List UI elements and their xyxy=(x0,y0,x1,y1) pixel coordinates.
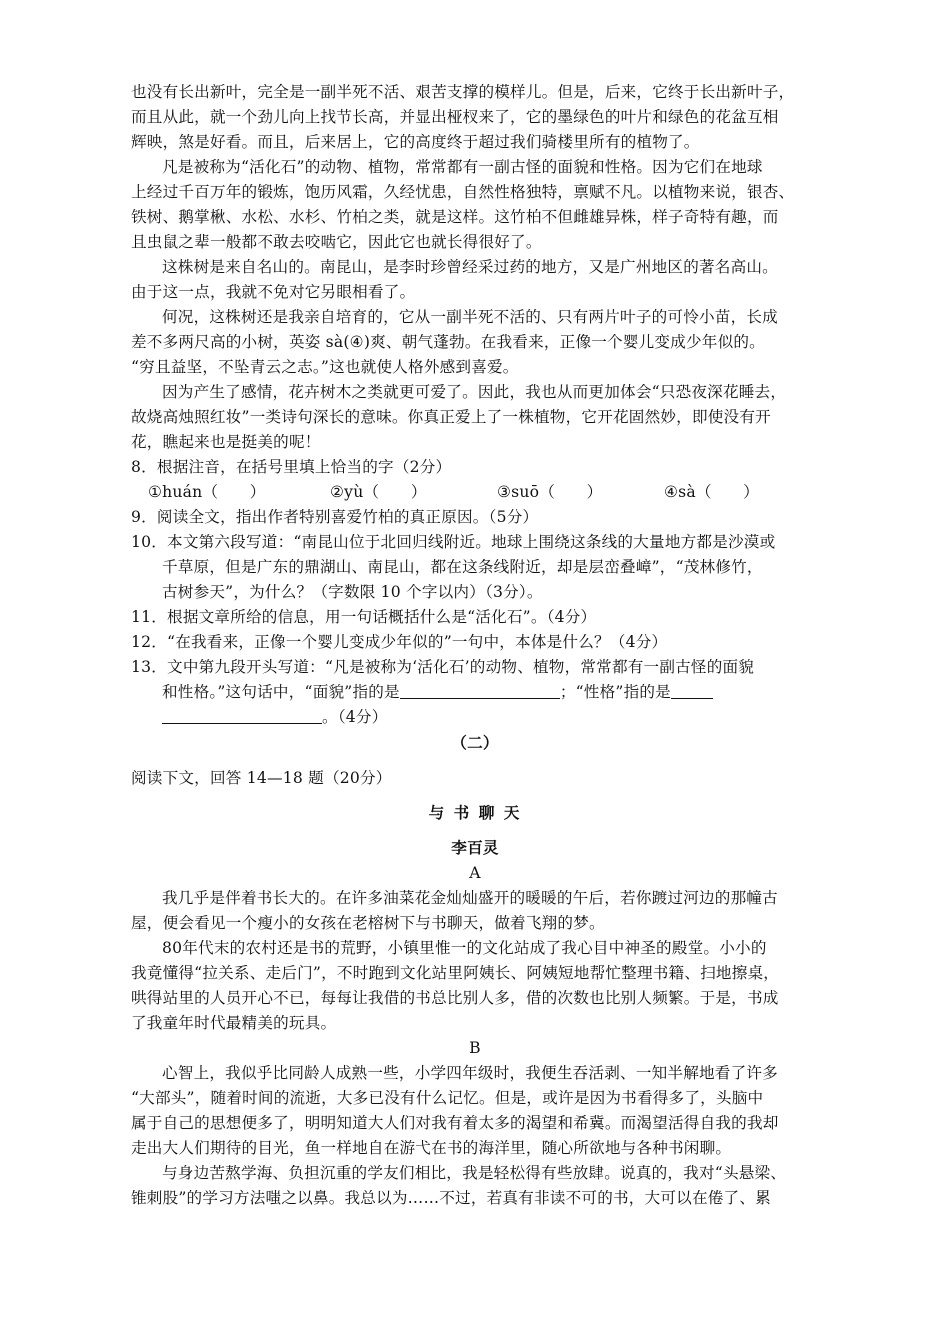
section-intro: 阅读下文，回答 14—18 题（20分） xyxy=(131,769,392,787)
answer-blank[interactable] xyxy=(162,708,322,724)
text-line: 由于这一点，我就不免对它另眼相看了。 xyxy=(131,283,416,301)
question-10-cont: 千草原，但是广东的鼎湖山、南昆山，都在这条线附近，却是层峦叠嶂”，“茂林修竹， xyxy=(162,558,763,576)
question-13: 13．文中第九段开头写道：“凡是被称为‘活化石’的动物、植物，常常都有一副古怪的面貌 xyxy=(131,658,755,676)
text-line: 何况，这株树还是我亲自培育的，它从一副半死不活的、只有两片叶子的可怜小苗，长成 xyxy=(162,308,778,326)
question-9: 9．阅读全文，指出作者特别喜爱竹柏的真正原因。（5分） xyxy=(131,508,539,526)
text-line: 也没有长出新叶，完全是一副半死不活、艰苦支撑的模样儿。但是，后来，它终于长出新叶子， xyxy=(131,83,795,101)
article-title: 与 书 聊 天 xyxy=(428,804,522,822)
text-line: 这株树是来自名山的。南昆山，是李时珍曾经采过药的地方，又是广州地区的著名高山。 xyxy=(162,258,778,276)
answer-blank[interactable] xyxy=(400,683,560,699)
pinyin-option-4: ④sà（ ） xyxy=(664,483,760,501)
question-8: 8．根据注音，在括号里填上恰当的字（2分） xyxy=(131,458,452,476)
question-10: 10．本文第六段写道：“南昆山位于北回归线附近。地球上围绕这条线的大量地方都是沙漠或 xyxy=(131,533,776,551)
text-line: 辉映，煞是好看。而且，后来居上，它的高度终于超过我们骑楼里所有的植物了。 xyxy=(131,133,700,151)
text-line: “穷且益坚，不坠青云之志。”这也就使人格外感到喜爱。 xyxy=(131,358,519,376)
text-line: 且虫鼠之辈一般都不敢去咬啮它，因此它也就长得很好了。 xyxy=(131,233,542,251)
text-line: 我竟懂得“拉关系、走后门”，不时跑到文化站里阿姨长、阿姨短地帮忙整理书籍、扫地擦桌， xyxy=(131,964,780,982)
pinyin-option-1: ①huán（ ） xyxy=(148,483,266,501)
question-13-text: 和性格。”这句话中，“面貌”指的是 xyxy=(162,683,400,701)
question-13-cont xyxy=(162,705,388,729)
text-line: 80年代末的农村还是书的荒野，小镇里惟一的文化站成了我心目中神圣的殿堂。小小的 xyxy=(162,939,767,957)
text-line: 铁树、鹅掌楸、水松、水杉、竹柏之类，就是这样。这竹柏不但雌雄异株，样子奇特有趣，而 xyxy=(131,208,779,226)
text-line: 花，瞧起来也是挺美的呢！ xyxy=(131,433,321,451)
text-line: 心智上，我似乎比同龄人成熟一些，小学四年级时，我便生吞活剥、一知半解地看了许多 xyxy=(162,1064,778,1082)
question-12: 12．“在我看来，正像一个婴儿变成少年似的”一句中，本体是什么？（4分） xyxy=(131,633,668,651)
part-label-b: B xyxy=(469,1039,481,1057)
text-line: 锥刺股”的学习方法嗤之以鼻。我总以为……不过，若真有非读不可的书，大可以在倦了、累 xyxy=(131,1189,771,1207)
answer-blank[interactable] xyxy=(671,683,713,699)
text-line: 了我童年时代最精美的玩具。 xyxy=(131,1014,337,1032)
question-13-cont xyxy=(162,680,713,704)
text-line: 属于自己的思想便多了，明明知道大人们对我有着太多的渴望和希冀。而渴望活得自我的我却 xyxy=(131,1114,779,1132)
text-line: 走出大人们期待的目光，鱼一样地自在游弋在书的海洋里，随心所欲地与各种书闲聊。 xyxy=(131,1139,732,1157)
text-line: 差不多两尺高的小树，英姿 sà(④)爽、朝气蓬勃。在我看来，正像一个婴儿变成少年似的。 xyxy=(131,333,765,351)
question-13-text: 。（4分） xyxy=(322,708,388,726)
question-11: 11．根据文章所给的信息，用一句话概括什么是“活化石”。（4分） xyxy=(131,608,597,626)
text-line: 因为产生了感情，花卉树木之类就更可爱了。因此，我也从而更加体会“只恐夜深花睡去， xyxy=(162,383,787,401)
article-author: 李百灵 xyxy=(451,839,499,857)
pinyin-option-3: ③suō（ ） xyxy=(497,483,603,501)
text-line: 而且从此，就一个劲儿向上找节长高，并显出桠杈来了，它的墨绿色的叶片和绿色的花盆互相 xyxy=(131,108,779,126)
text-line: 凡是被称为“活化石”的动物、植物，常常都有一副古怪的面貌和性格。因为它们在地球 xyxy=(162,158,763,176)
text-line: “大部头”，随着时间的流逝，大多已没有什么记忆。但是，或许是因为书看得多了，头脑中 xyxy=(131,1089,764,1107)
pinyin-option-2: ②yù（ ） xyxy=(330,483,427,501)
question-10-cont: 古树参天”，为什么？（字数限 10 个字以内）（3分）。 xyxy=(162,583,543,601)
text-line: 故烧高烛照红妆”一类诗句深长的意味。你真正爱上了一株植物，它开花固然妙，即使没有开 xyxy=(131,408,771,426)
question-13-text: ；“性格”指的是 xyxy=(559,683,671,701)
text-line: 屋，便会看见一个瘦小的女孩在老榕树下与书聊天，做着飞翔的梦。 xyxy=(131,914,605,932)
part-label-a: A xyxy=(469,864,481,882)
text-line: 我几乎是伴着书长大的。在许多油菜花金灿灿盛开的暖暖的午后，若你踱过河边的那幢古 xyxy=(162,889,778,907)
text-line: 上经过千百万年的锻炼，饱历风霜，久经忧患，自然性格独特，禀赋不凡。以植物来说，银杏、 xyxy=(131,183,795,201)
text-line: 哄得站里的人员开心不已，每每让我借的书总比别人多，借的次数也比别人频繁。于是，书成 xyxy=(131,989,779,1007)
section-heading: （二） xyxy=(451,733,499,752)
text-line: 与身边苦熬学海、负担沉重的学友们相比，我是轻松得有些放肆。说真的，我对“头悬梁、 xyxy=(162,1164,787,1182)
